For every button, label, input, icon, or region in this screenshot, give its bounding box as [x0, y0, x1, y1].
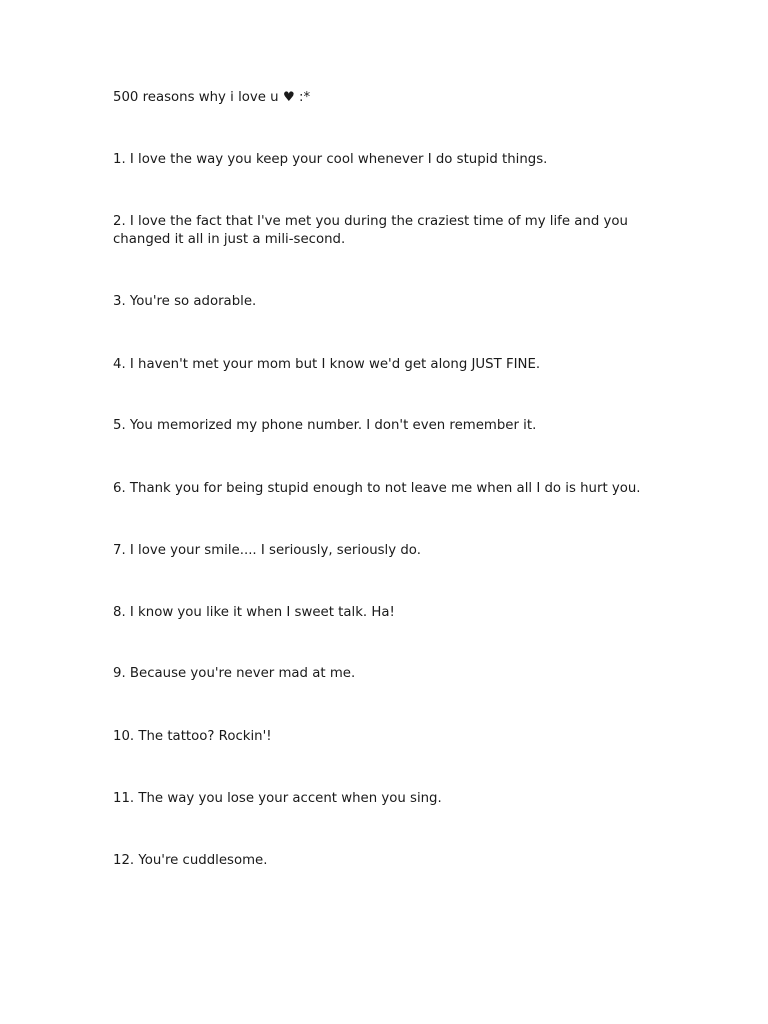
reason-item: 9. Because you're never mad at me. — [113, 666, 356, 681]
reason-item: 11. The way you lose your accent when you sing. — [113, 791, 442, 806]
reason-item: 7. I love your smile.... I seriously, seriously do. — [113, 543, 421, 558]
document-page — [113, 0, 673, 1024]
reason-item: 5. You memorized my phone number. I don't even remember it. — [113, 418, 537, 433]
reason-item: 1. I love the way you keep your cool whenever I do stupid things. — [113, 152, 548, 167]
document-title: 500 reasons why i love u ♥ :* — [113, 90, 311, 105]
reason-item: 4. I haven't met your mom but I know we'd get along JUST FINE. — [113, 357, 541, 372]
reason-item: 12. You're cuddlesome. — [113, 853, 268, 868]
reason-item: 3. You're so adorable. — [113, 294, 257, 309]
reason-item: 2. I love the fact that I've met you during the craziest time of my life and you changed it all in just a mili-second. — [113, 214, 628, 247]
reason-item: 6. Thank you for being stupid enough to not leave me when all I do is hurt you. — [113, 481, 641, 496]
reason-item: 8. I know you like it when I sweet talk. Ha! — [113, 605, 395, 620]
reason-item: 10. The tattoo? Rockin'! — [113, 729, 272, 744]
